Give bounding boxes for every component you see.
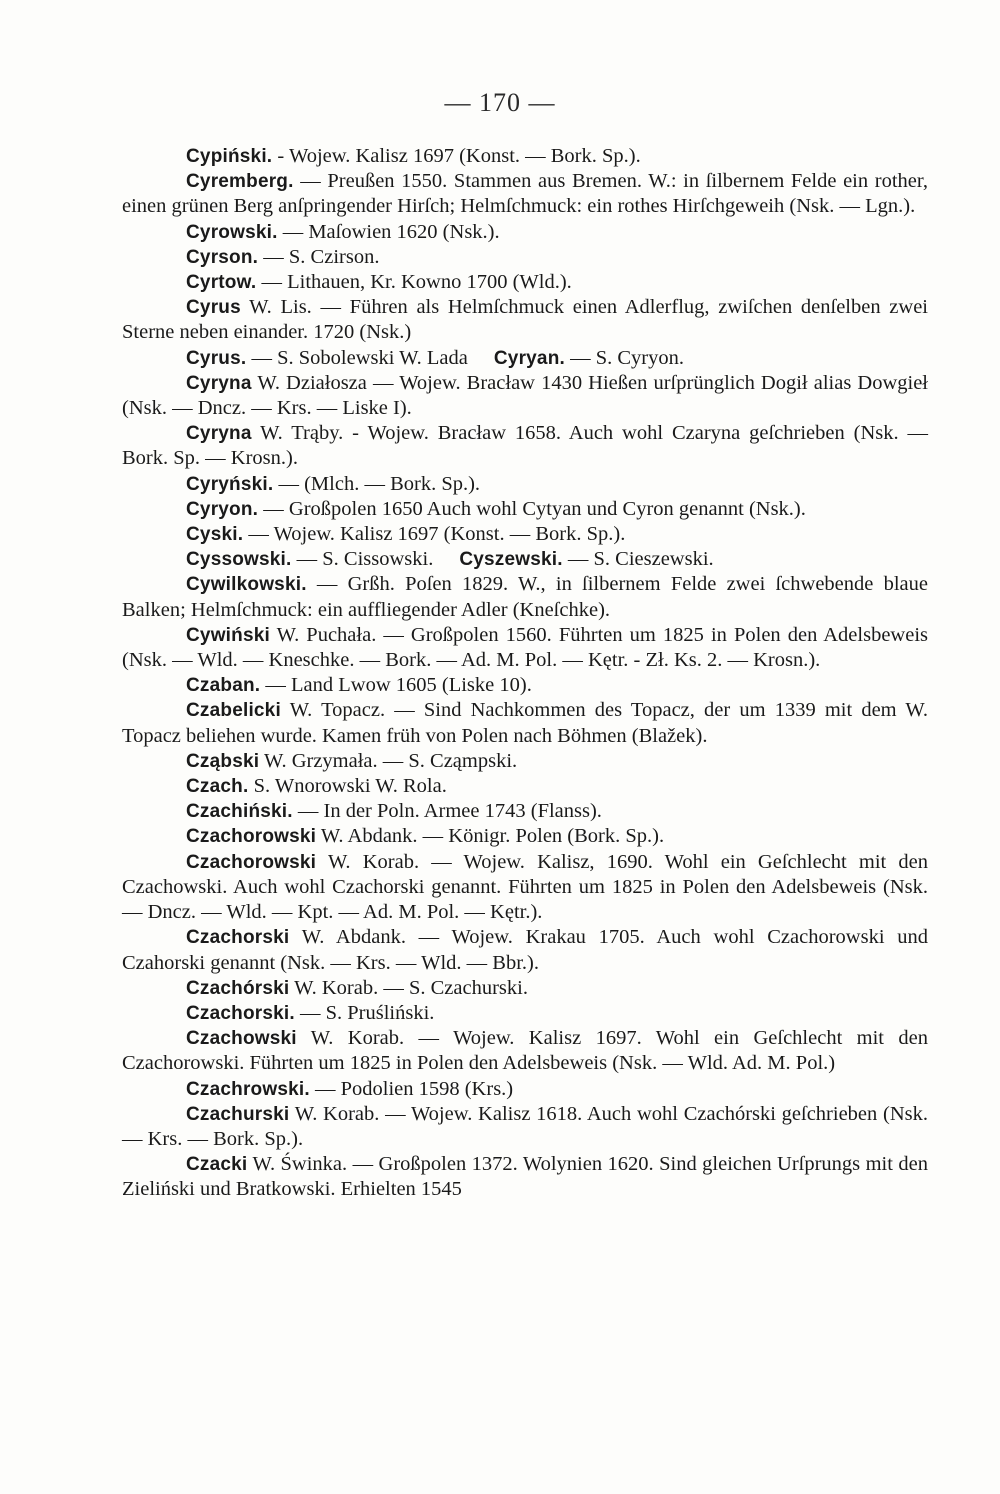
entry: [122, 547, 928, 572]
entry: [122, 245, 928, 270]
entry: [122, 774, 928, 799]
entry-text: — Preußen 1550. Stammen aus Bremen. W.: in ſilbernem Felde ein rother, einen grünen Berg anſpringender Hirſch; Helmſchmuck: ein rothes Hirſchgeweih (Nsk. — Lgn.).: [122, 170, 928, 218]
entry: [122, 673, 928, 698]
entry-text: W. Abdank. — Wojew. Krakau 1705. Auch wohl Czachorowski und Czahorski genannt (Nsk. — Krs. — Wld. — Bbr.).: [122, 926, 928, 974]
entry-surname: Czachorski.: [186, 1002, 295, 1024]
entry-text: W. Abdank. — Königr. Polen (Bork. Sp.).: [316, 825, 665, 848]
entry: [122, 1026, 928, 1076]
entry-surname: Cyssowski.: [186, 549, 292, 571]
entry-text: — S. Czirson.: [258, 245, 380, 268]
entry: [122, 1077, 928, 1102]
entry-surname: Czabelicki: [186, 700, 281, 722]
entry-text: — In der Poln. Armee 1743 (Flanss).: [292, 800, 602, 823]
entry-text: W. Korab. — Wojew. Kalisz 1697. Wohl ein Geſchlecht mit den Czachorowski. Führten um 1825 in Polen den Adelsbeweis (Nsk. — Wld. Ad. M. Pol.): [122, 1027, 928, 1075]
entry-surname: Cyrus.: [186, 347, 247, 369]
entry-surname: Cyremberg.: [186, 171, 294, 193]
entry-text: — Großpolen 1650 Auch wohl Cytyan und Cyron genannt (Nsk.).: [258, 497, 806, 520]
entry-surname: Czachrowski.: [186, 1078, 310, 1100]
entry-text: — Wojew. Kalisz 1697 (Konst. — Bork. Sp.).: [243, 523, 626, 546]
entry-text: W. Lis. — Führen als Helmſchmuck einen Adlerflug, zwiſchen denſelben zwei Sterne neben einander. 1720 (Nsk.): [122, 296, 928, 344]
entry: [122, 698, 928, 748]
entry-text: — S. Sobolewski W. Lada: [246, 346, 468, 369]
entry-surname: Czach.: [186, 776, 249, 798]
entry-text: — Podolien 1598 (Krs.): [309, 1077, 514, 1100]
entry-text: — Maſowien 1620 (Nsk.).: [277, 220, 500, 243]
entry-text: W. Działosza — Wojew. Bracław 1430 Hießen urſprünglich Dogił alias Dowgieł (Nsk. — Dncz. — Krs. — Liske I).: [122, 371, 928, 420]
entry: [122, 623, 928, 673]
entry-text: — S. Cyryon.: [564, 346, 685, 369]
entry: [122, 220, 928, 245]
armorial-entries: [122, 144, 928, 1203]
entry: [122, 421, 928, 471]
entry-surname: Cyrson.: [186, 246, 259, 268]
entry: [122, 749, 928, 774]
entry: [122, 497, 928, 522]
entry-surname: Czachorowski: [186, 851, 317, 873]
entry-text: W. Topacz. — Sind Nachkommen des Topacz, der um 1339 mit dem W. Topacz beliehen wurde. Kamen früh von Polen nach Böhmen (Blažek).: [122, 699, 928, 747]
entry-surname: Czachorski: [186, 927, 290, 949]
entry: [122, 1152, 928, 1202]
entry-surname: Cypiński.: [186, 146, 273, 167]
entry-surname: Cywiński: [186, 624, 270, 646]
entry: [122, 925, 928, 975]
entry-text: W. Trąby. - Wojew. Bracław 1658. Auch wohl Czaryna geſchrieben (Nsk. — Bork. Sp. — Krosn.).: [122, 422, 928, 470]
entry: [122, 824, 928, 849]
entry-text: — Grßh. Poſen 1829. W., in ſilbernem Felde zwei ſchwebende blaue Balken; Helmſchmuck: ein auffliegender Adler (Kneſchke).: [122, 573, 928, 621]
entry-surname: Cyrus: [186, 297, 241, 319]
entry: [122, 144, 928, 169]
entry: [122, 270, 928, 295]
entry-text: — Land Lwow 1605 (Liske 10).: [260, 674, 532, 697]
entry-surname: Cząbski: [186, 750, 260, 772]
entry-surname: Cyryna: [186, 423, 252, 445]
entry-text: W. Puchała. — Großpolen 1560. Führten um 1825 in Polen den Adelsbeweis (Nsk. — Wld. — Kneschke. — Bork. — Ad. M. Pol. — Kętr. - Zł. Ks. 2. — Krosn.).: [122, 623, 928, 672]
entry-text: W. Korab. — Wojew. Kalisz 1618. Auch wohl Czachórski geſchrieben (Nsk. — Krs. — Bork. Sp.).: [122, 1102, 928, 1150]
entry: [122, 472, 928, 497]
entry-surname: Czacki: [186, 1154, 248, 1176]
entry-surname: Czaban.: [186, 675, 261, 697]
entry-surname: Cywilkowski.: [186, 574, 307, 596]
entry-surname: Cyryński.: [186, 473, 274, 495]
entry-text: S. Wnorowski W. Rola.: [248, 775, 447, 798]
entry-text: W. Korab. — S. Czachurski.: [289, 976, 528, 999]
entry: [122, 346, 928, 371]
entry-surname: Czachowski: [186, 1028, 297, 1050]
entry: [122, 799, 928, 824]
entry-text: — S. Cieszewski.: [562, 548, 714, 571]
entry-surname: Cyrowski.: [186, 221, 278, 243]
entry-surname: Cyski.: [186, 524, 244, 546]
entry: [122, 572, 928, 622]
entry-surname: Czachurski: [186, 1103, 290, 1125]
entry-surname: Czachórski: [186, 977, 290, 999]
entry: [122, 1102, 928, 1152]
entry: [122, 522, 928, 547]
entry-surname: Czachiński.: [186, 801, 293, 823]
entry-surname: Cyszewski.: [459, 549, 563, 571]
entry: [122, 371, 928, 421]
entry-surname: Cyryan.: [493, 347, 565, 369]
entry-text: — S. Cissowski.: [291, 548, 434, 571]
entry-surname: Czachorowski: [186, 826, 317, 848]
entry-surname: Cyryna: [186, 372, 252, 394]
entry-text: - Wojew. Kalisz 1697 (Konst. — Bork. Sp.).: [272, 145, 641, 167]
entry-text: — (Mlch. — Bork. Sp.).: [273, 472, 481, 495]
entry: [122, 295, 928, 345]
entry-text: — Lithauen, Kr. Kowno 1700 (Wld.).: [256, 271, 572, 294]
page-number: — 170 —: [444, 88, 556, 117]
entry-surname: Cyrtow.: [186, 272, 257, 294]
entry: [122, 850, 928, 926]
entry: [122, 169, 928, 219]
entry: [122, 976, 928, 1001]
entry-text: W. Korab. — Wojew. Kalisz, 1690. Wohl ein Geſchlecht mit den Czachowski. Auch wohl Czachorski genannt. Führten um 1825 in Polen den Adelsbeweis (Nsk. — Dncz. — Wld. — Kpt. — Ad. M. Pol. — Kętr.).: [122, 850, 928, 924]
entry-text: W. Świnka. — Großpolen 1372. Wolynien 1620. Sind gleichen Urſprungs mit den Zieliński und Bratkowski. Erhielten 1545: [122, 1153, 928, 1201]
entry-text: — S. Pruśliński.: [294, 1001, 435, 1024]
entry-surname: Cyryon.: [186, 498, 259, 520]
entry-text: W. Grzymała. — S. Cząmpski.: [259, 749, 518, 772]
entry: [122, 1001, 928, 1026]
